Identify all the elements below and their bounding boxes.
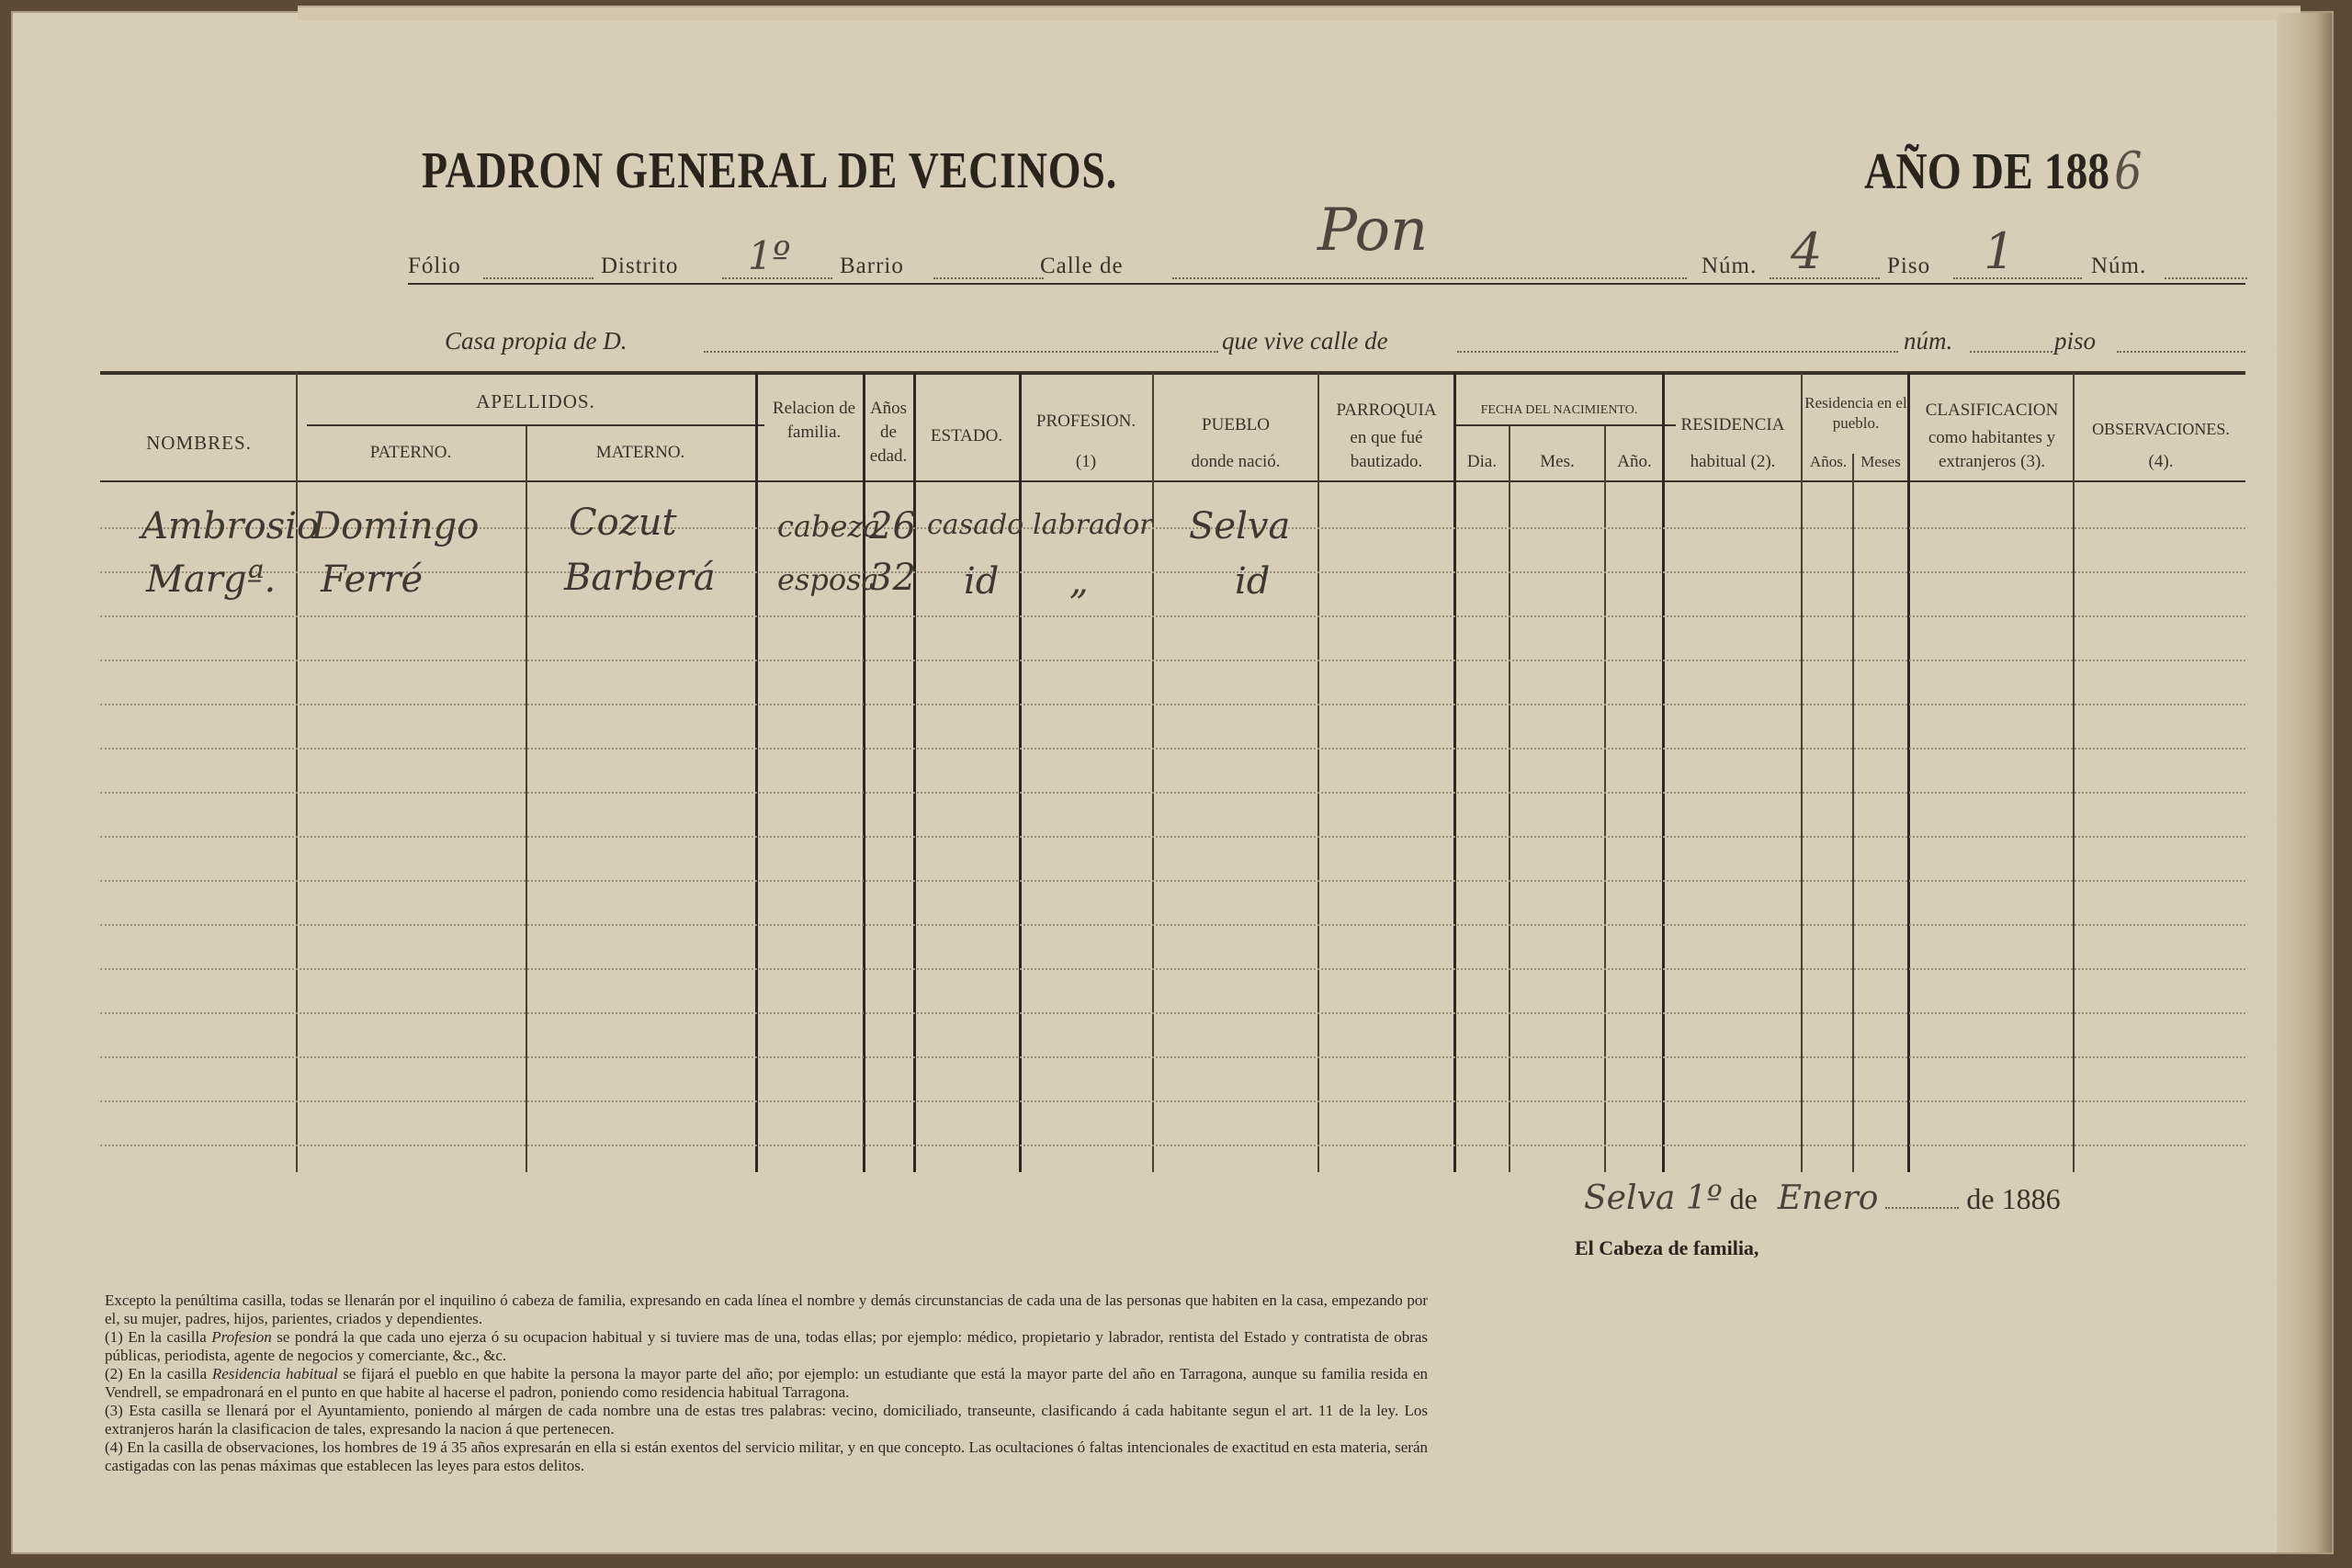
col-res-pueblo: Residencia en el pueblo.	[1804, 394, 1907, 432]
col-divider	[1662, 373, 1665, 1172]
col-divider	[1604, 426, 1606, 1172]
col-obs-note: (4).	[2148, 452, 2174, 471]
distrito-value: 1º	[748, 233, 791, 278]
casa-piso-blank	[2117, 351, 2245, 353]
entry-pueblo: Selva	[1189, 505, 1291, 547]
entry-profesion: labrador	[1033, 509, 1153, 541]
casa-owner-blank	[704, 351, 1218, 353]
entry-nombre: Margª.	[146, 558, 277, 601]
col-divider	[1152, 373, 1154, 1172]
barrio-blank	[933, 277, 1044, 279]
date-de-2: de	[1966, 1182, 1995, 1215]
fecha-rule	[1455, 424, 1676, 426]
note-1: (1) En la casilla Profesion se pondrá la que cada uno ejerza ó su ocupacion habitual y si tuviere mas de una, todas ellas; por ejemplo: médico, propietario y labrador, rentista del Estado y contratista de obras públicas, periodista, agente de negocios y comerciante, &c., &c.	[105, 1328, 1429, 1364]
barrio-label: Barrio	[840, 254, 904, 278]
entry-edad: 26	[869, 505, 916, 547]
date-de: de	[1729, 1182, 1758, 1215]
col-divider	[1317, 373, 1319, 1172]
col-divider	[296, 373, 298, 1172]
col-clasificacion: CLASIFICACION	[1925, 400, 2059, 420]
place-hand: Selva 1º	[1584, 1179, 1723, 1217]
num-blank	[1770, 277, 1880, 279]
entry-materno: Barberá	[564, 557, 716, 599]
entry-pueblo: id	[1235, 560, 1271, 603]
col-paterno: PATERNO.	[369, 443, 452, 462]
col-observaciones: OBSERVACIONES.	[2092, 420, 2230, 438]
date-year: 1886	[2001, 1182, 2061, 1215]
col-ano: Año.	[1617, 452, 1652, 471]
piso-label: Piso	[1887, 254, 1931, 278]
table-top-rule	[100, 371, 2245, 375]
num2-label: Núm.	[2091, 254, 2147, 278]
entry-profesion: „	[1069, 560, 1089, 603]
note-2: (2) En la casilla Residencia habitual se fijará el pueblo en que habite la persona la mayor parte del año; por ejemplo: un estudiante que está la mayor parte del año en Tarragona, aunque su familia resida en Vendrell, se empadronará en el punto en que habite al hacerse el padron, poniendo como residencia habitual Tarragona.	[105, 1365, 1429, 1401]
casa-num-blank	[1970, 351, 2052, 353]
col-divider	[863, 373, 865, 1172]
form-year	[1864, 141, 2142, 201]
num-value: 4	[1791, 222, 1823, 280]
col-profesion-note: (1)	[1075, 452, 1097, 471]
instructions	[105, 1292, 1428, 1475]
col-divider	[1801, 373, 1803, 1172]
col-divider	[755, 373, 758, 1172]
col-parroquia-sub: en que fué bautizado.	[1350, 428, 1423, 471]
note-intro: Excepto la penúltima casilla, todas se llenarán por el inquilino ó cabeza de familia, expresando en cada línea el nombre y demás circunstancias de cada una de las personas que habiten en la casa, empezando por el, su mujer, padres, hijos, parientes, criados y dependientes.	[105, 1292, 1428, 1327]
year-label: AÑO DE 188	[1864, 143, 2110, 200]
casa-label: Casa propia de D.	[445, 327, 628, 355]
col-parroquia: PARROQUIA	[1336, 400, 1437, 420]
entry-materno: Cozut	[569, 502, 677, 544]
col-fecha: FECHA DEL NACIMIENTO.	[1480, 403, 1638, 417]
page-edge	[2277, 13, 2332, 1552]
col-divider	[1907, 373, 1910, 1172]
col-divider	[913, 373, 916, 1172]
note-4: (4) En la casilla de observaciones, los hombres de 19 á 35 años expresarán en ella si están exentos del servicio militar, y en que concepto. Las ocultaciones ó faltas intencionales de exactitud en esta materia, serán castigadas con las penas máximas que establecen las leyes para estos delitos.	[105, 1438, 1428, 1474]
folio-label: Fólio	[408, 254, 461, 278]
piso-value: 1	[1984, 222, 2016, 280]
form-title: PADRON GENERAL DE VECINOS.	[422, 142, 1118, 199]
col-divider	[2073, 373, 2075, 1172]
col-anos: Años de edad.	[869, 399, 908, 466]
col-divider	[1453, 373, 1456, 1172]
entry-paterno: Ferré	[321, 558, 424, 601]
apellidos-rule	[307, 424, 764, 426]
col-nombres: NOMBRES.	[146, 432, 252, 454]
piso-blank	[1953, 277, 2082, 279]
col-clasif-sub: como habitantes y extranjeros (3).	[1928, 428, 2056, 471]
header-rule	[408, 283, 2245, 285]
col-divider	[1019, 373, 1022, 1172]
census-sheet	[11, 11, 2334, 1554]
col-pueblo: PUEBLO	[1202, 415, 1270, 434]
table-header-rule	[100, 480, 2245, 482]
col-dia: Dia.	[1466, 452, 1498, 471]
entry-relacion: esposa	[777, 562, 879, 597]
col-residencia-sub: habitual (2).	[1690, 452, 1776, 471]
col-relacion: Relacion de familia.	[772, 399, 856, 442]
num-label: Núm.	[1702, 254, 1758, 278]
col-pueblo-sub: donde nació.	[1191, 452, 1281, 471]
col-res-anos: Años.	[1809, 453, 1848, 470]
col-profesion: PROFESION.	[1035, 412, 1136, 431]
col-residencia: RESIDENCIA	[1680, 415, 1785, 434]
col-divider	[526, 426, 527, 1172]
vive-blank	[1457, 351, 1898, 353]
calle-label: Calle de	[1040, 254, 1124, 278]
num2-blank	[2165, 277, 2247, 279]
vive-label: que vive calle de	[1222, 327, 1388, 355]
calle-value: Pon	[1317, 197, 1429, 265]
calle-blank	[1172, 277, 1687, 279]
col-materno: MATERNO.	[595, 443, 685, 462]
entry-nombre: Ambrosio	[141, 505, 320, 547]
entry-estado: casado	[927, 509, 1024, 541]
folio-blank	[483, 277, 594, 279]
col-apellidos: APELLIDOS.	[476, 390, 595, 412]
note-3: (3) Esta casilla se llenará por el Ayuntamiento, poniendo al márgen de cada nombre una de estas tres palabras: vecino, domiciliado, transeunte, clasificando á cada habitante segun el art. 11 de la ley. Los extranjeros harán la clasificacion de tales, expresando la nacion á que pertenecen.	[105, 1402, 1428, 1438]
col-res-meses: Meses	[1860, 453, 1901, 470]
year-hand: 6	[2114, 141, 2143, 201]
col-estado: ESTADO.	[930, 426, 1003, 446]
entry-estado: id	[964, 560, 1000, 603]
cabeza-label: El Cabeza de familia,	[1575, 1236, 1759, 1259]
distrito-label: Distrito	[601, 254, 679, 278]
entry-paterno: Domingo	[311, 505, 480, 547]
col-divider	[1509, 426, 1510, 1172]
col-divider	[1852, 454, 1854, 1172]
date-line	[1584, 1179, 2061, 1217]
casa-num-label: núm.	[1904, 327, 1953, 355]
casa-piso-label: piso	[2054, 327, 2097, 355]
entry-relacion: cabeza	[777, 509, 881, 544]
entry-edad: 32	[869, 557, 916, 599]
col-mes: Mes.	[1540, 452, 1575, 471]
month-hand: Enero	[1777, 1179, 1879, 1217]
